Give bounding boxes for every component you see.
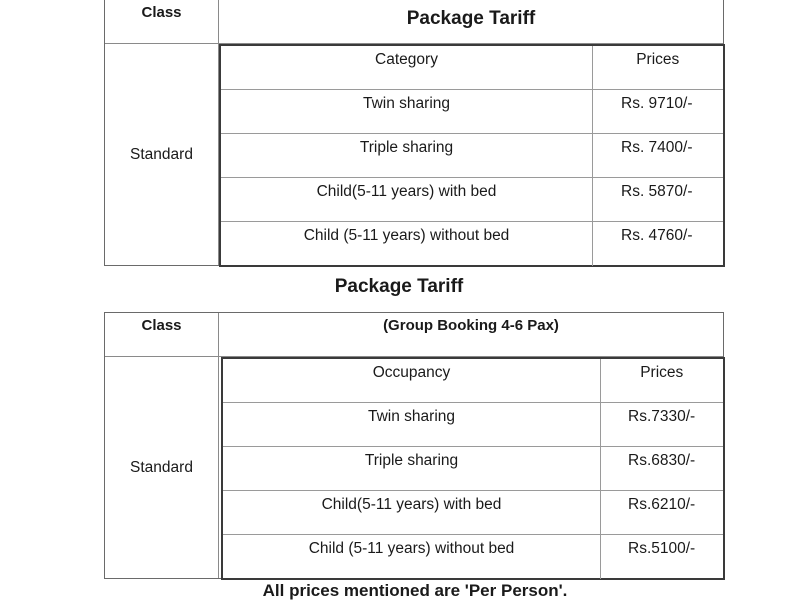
table-row [223,447,723,491]
price-cell: Rs. 7400/- [621,139,693,156]
price-cell: Rs. 5870/- [621,183,693,200]
class-column-header: Class [105,313,219,356]
table-title: (Group Booking 4-6 Pax) [383,317,559,334]
price-cell: Rs.7330/- [628,408,696,425]
package-tariff-table [104,0,724,266]
prices-column-header: Prices [640,364,684,381]
category-cell: Triple sharing [221,134,593,177]
occupancy-column-header: Occupancy [223,359,601,402]
category-cell: Twin sharing [221,90,593,133]
category-cell: Child(5-11 years) with bed [221,178,593,221]
price-grid-header-row [223,359,723,403]
per-person-note: All prices mentioned are 'Per Person'. [262,581,568,600]
category-cell: Child (5-11 years) without bed [223,535,601,579]
price-cell: Rs.6830/- [628,452,696,469]
section-title: Package Tariff [334,276,464,297]
table-header-row [105,313,723,357]
table-header-row [105,0,723,44]
category-cell: Child (5-11 years) without bed [221,222,593,266]
category-cell: Child(5-11 years) with bed [223,491,601,534]
price-grid [219,44,725,267]
table-row [221,178,723,222]
group-booking-tariff-table [104,312,724,579]
category-column-header: Category [221,46,593,89]
class-value-cell: Standard [105,44,219,265]
price-grid-header-row [221,46,723,90]
table-row [221,134,723,178]
price-cell: Rs. 4760/- [621,227,693,244]
table-row [221,222,723,266]
class-value-cell: Standard [105,357,219,578]
price-cell: Rs.5100/- [628,540,696,557]
table-row [223,403,723,447]
category-cell: Twin sharing [223,403,601,446]
table-row [223,535,723,579]
table-row [223,491,723,535]
price-grid [221,357,725,580]
table-row [221,90,723,134]
class-column-header: Class [105,0,219,43]
price-cell: Rs.6210/- [628,496,696,513]
price-cell: Rs. 9710/- [621,95,693,112]
prices-column-header: Prices [636,51,680,68]
table-title: Package Tariff [406,8,536,29]
category-cell: Triple sharing [223,447,601,490]
